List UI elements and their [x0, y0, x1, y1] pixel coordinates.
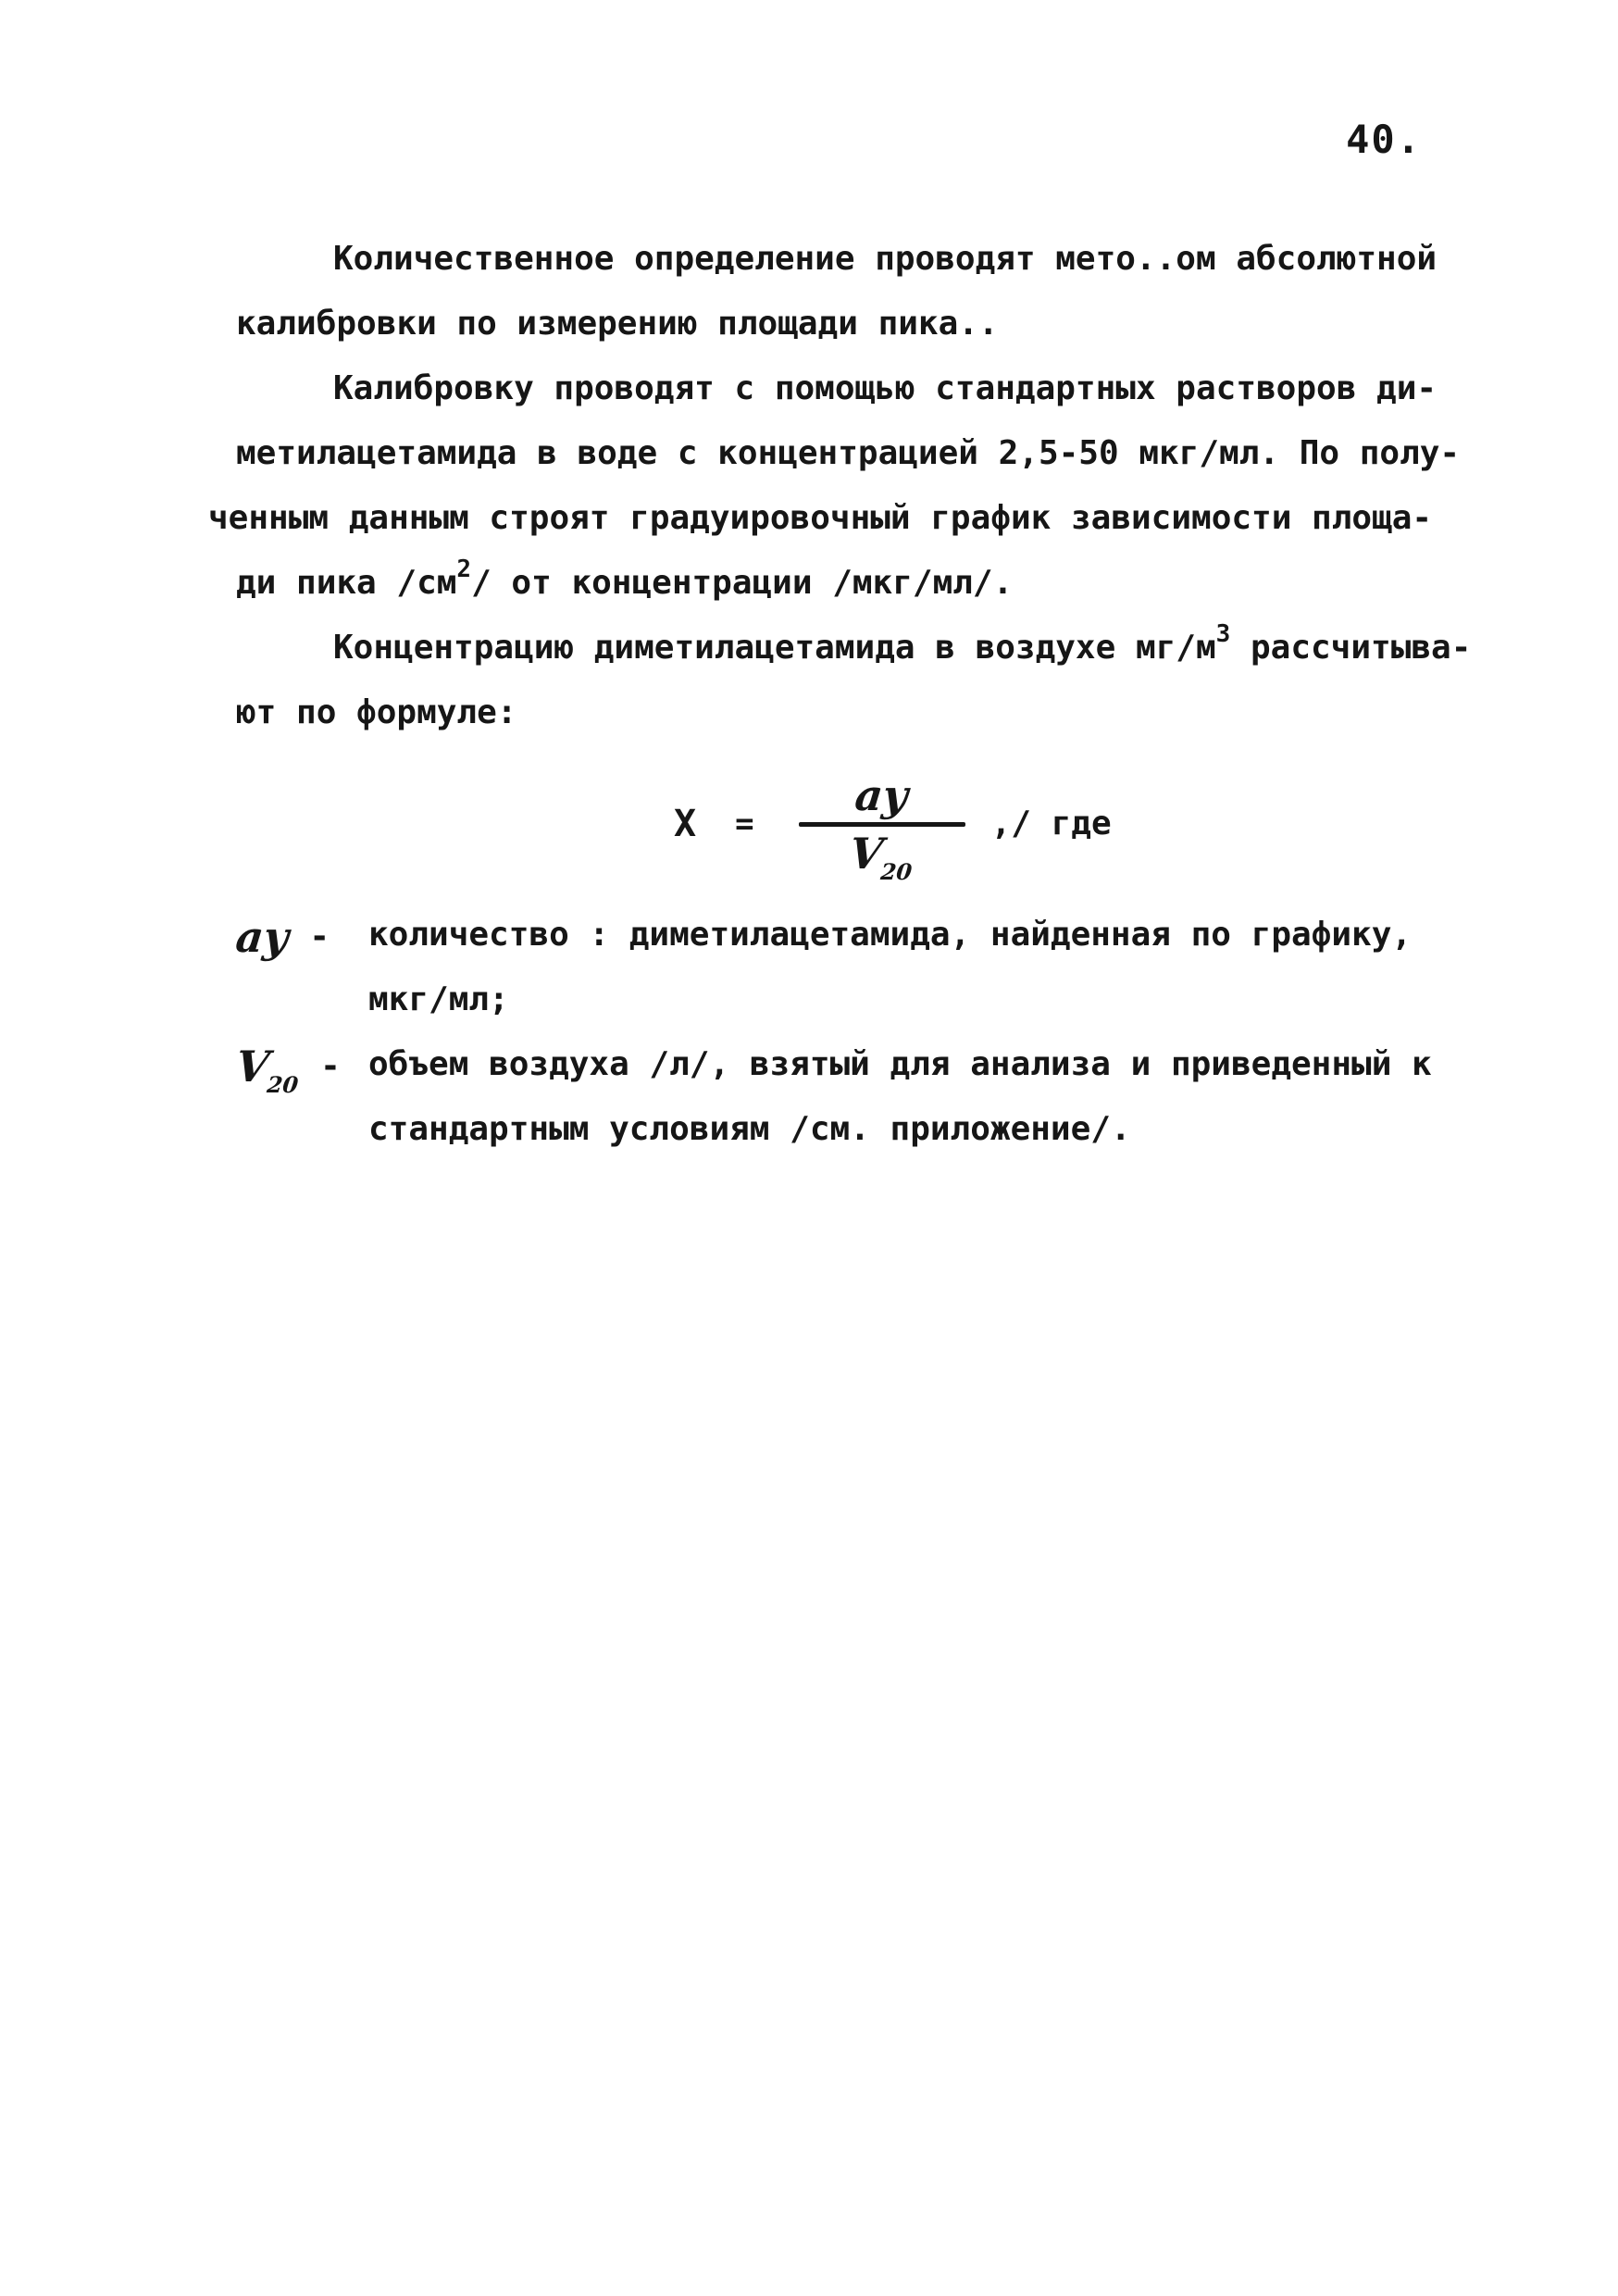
definition-v20-dash: -	[320, 1047, 341, 1085]
definition-v20-symbol	[233, 1032, 368, 1099]
para3-line2: ют по формуле:	[236, 693, 517, 731]
para1-line1: Количественное определение проводят мето..ом абсолютной	[333, 240, 1438, 278]
para2-line4-text: ди пика /см	[236, 564, 457, 602]
definition-ay-line1: количество : диметилацетамида, найденная по графику,	[368, 916, 1413, 954]
para2-line4-rest: / от концентрации /мкг/мл/.	[471, 564, 1014, 602]
denominator-base: V	[847, 828, 886, 879]
para3-line1-rest: рассчитыва-	[1230, 629, 1472, 667]
formula-tail: ,/ где	[990, 805, 1112, 842]
definition-ay-text	[368, 903, 1476, 1032]
para3-line1-text: Концентрацию диметилацетамида в воздухе мг/м	[333, 629, 1216, 667]
definition-v20-line1: объем воздуха /л/, взятый для анализа и приведенный к	[368, 1045, 1432, 1083]
v20-symbol-base: V	[233, 1042, 272, 1092]
formula-fraction	[790, 769, 975, 885]
ay-symbol-base: ау	[233, 912, 292, 962]
cm-squared-superscript: 2	[456, 555, 472, 583]
v20-symbol	[232, 1034, 303, 1099]
formula-numerator: ау	[853, 769, 912, 820]
page-number: 40.	[1346, 117, 1422, 162]
formula-denominator	[847, 828, 916, 885]
para1-line2: калибровки по измерению площади пика..	[236, 305, 999, 343]
para2-line3: ченным данным строят градуировочный график зависимости площа-	[208, 499, 1433, 537]
definition-v20-line2: стандартным условиям /см. приложение/.	[368, 1110, 1131, 1148]
definition-v20-text	[368, 1032, 1476, 1162]
fraction-bar	[799, 822, 965, 827]
formula-equals: =	[735, 805, 754, 842]
definition-ay-dash: -	[309, 917, 330, 955]
definition-ay-line2: мкг/мл;	[368, 980, 509, 1018]
v20-symbol-sub: 20	[266, 1071, 300, 1098]
definition-ay	[233, 903, 1476, 1032]
ay-symbol	[232, 905, 292, 969]
formula-lhs: X	[674, 803, 697, 845]
mg-m3-superscript: 3	[1215, 620, 1231, 648]
denominator-subscript: 20	[879, 857, 914, 885]
para3-line1	[236, 616, 1476, 680]
page-content	[208, 227, 1476, 1162]
formula	[674, 745, 1476, 903]
para2-line4	[236, 551, 1476, 616]
para2-line2: метилацетамида в воде с концентрацией 2,5-50 мкг/мл. По полу-	[236, 434, 1461, 472]
definition-v20	[233, 1032, 1476, 1162]
definition-ay-symbol	[233, 903, 368, 969]
para2-line1: Калибровку проводят с помощью стандартных растворов ди-	[333, 369, 1438, 407]
